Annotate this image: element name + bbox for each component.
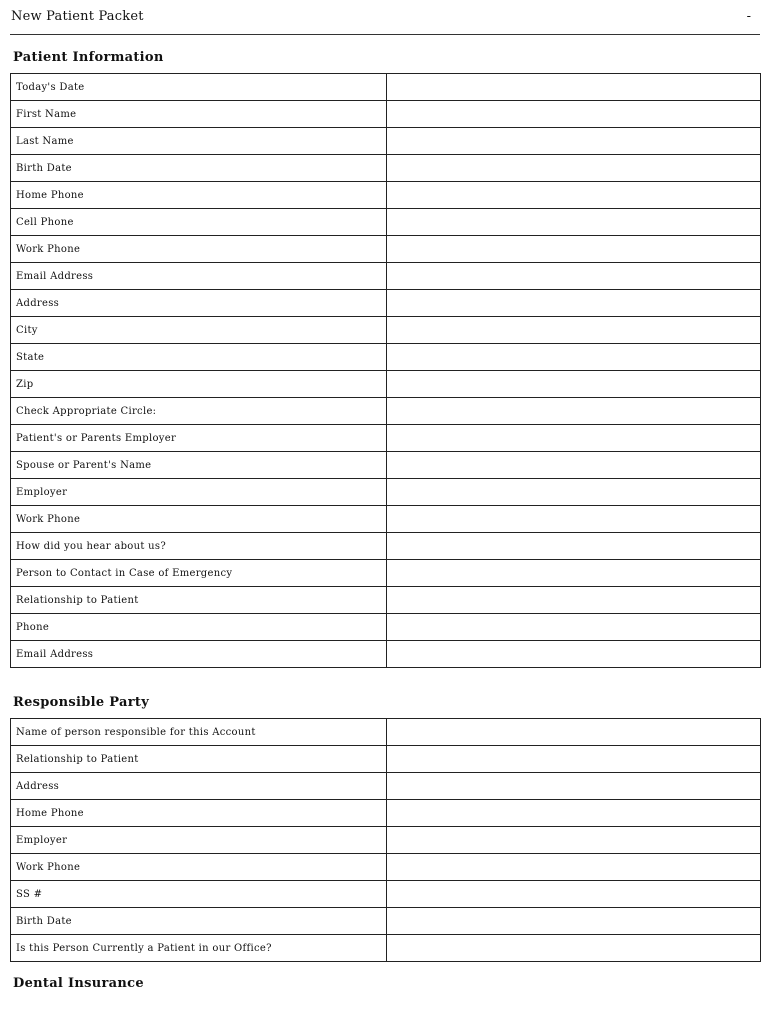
field-input[interactable] xyxy=(387,719,760,745)
field-value-cell xyxy=(387,317,761,344)
field-value-cell xyxy=(387,881,761,908)
field-input[interactable] xyxy=(387,344,760,370)
form-row xyxy=(11,209,761,236)
field-input[interactable] xyxy=(387,935,760,961)
field-input[interactable] xyxy=(387,854,760,880)
form-row xyxy=(11,74,761,101)
field-value-cell xyxy=(387,827,761,854)
field-input[interactable] xyxy=(387,746,760,772)
form-row xyxy=(11,587,761,614)
field-label: Check Appropriate Circle: xyxy=(11,398,387,425)
field-value-cell xyxy=(387,908,761,935)
field-label: Today's Date xyxy=(11,74,387,101)
field-input[interactable] xyxy=(387,827,760,853)
section-title-dental-insurance: Dental Insurance xyxy=(13,976,144,991)
form-row xyxy=(11,533,761,560)
field-value-cell xyxy=(387,290,761,317)
field-label: Patient's or Parents Employer xyxy=(11,425,387,452)
field-value-cell xyxy=(387,452,761,479)
field-value-cell xyxy=(387,263,761,290)
form-row xyxy=(11,236,761,263)
field-label: Employer xyxy=(11,479,387,506)
form-row xyxy=(11,425,761,452)
field-value-cell xyxy=(387,746,761,773)
form-row xyxy=(11,317,761,344)
form-row xyxy=(11,101,761,128)
field-label: SS # xyxy=(11,881,387,908)
section-title-patient-information: Patient Information xyxy=(13,50,164,65)
field-label: Relationship to Patient xyxy=(11,587,387,614)
form-row xyxy=(11,128,761,155)
field-input[interactable] xyxy=(387,74,760,100)
form-row xyxy=(11,479,761,506)
field-label: State xyxy=(11,344,387,371)
field-value-cell xyxy=(387,344,761,371)
field-value-cell xyxy=(387,719,761,746)
form-row xyxy=(11,398,761,425)
field-value-cell xyxy=(387,614,761,641)
field-input[interactable] xyxy=(387,425,760,451)
field-input[interactable] xyxy=(387,317,760,343)
form-row xyxy=(11,881,761,908)
field-label: Person to Contact in Case of Emergency xyxy=(11,560,387,587)
form-row xyxy=(11,371,761,398)
field-value-cell xyxy=(387,560,761,587)
field-label: First Name xyxy=(11,101,387,128)
field-label: Is this Person Currently a Patient in our Office? xyxy=(11,935,387,962)
form-row xyxy=(11,854,761,881)
field-value-cell xyxy=(387,773,761,800)
field-value-cell xyxy=(387,101,761,128)
field-input[interactable] xyxy=(387,800,760,826)
form-row xyxy=(11,746,761,773)
field-value-cell xyxy=(387,182,761,209)
field-label: Email Address xyxy=(11,263,387,290)
form-row xyxy=(11,290,761,317)
page-header xyxy=(10,0,760,35)
field-input[interactable] xyxy=(387,506,760,532)
field-input[interactable] xyxy=(387,533,760,559)
field-value-cell xyxy=(387,533,761,560)
field-input[interactable] xyxy=(387,128,760,154)
field-value-cell xyxy=(387,800,761,827)
field-label: Address xyxy=(11,290,387,317)
form-row xyxy=(11,773,761,800)
field-value-cell xyxy=(387,854,761,881)
section-title-responsible-party: Responsible Party xyxy=(13,695,150,710)
field-value-cell xyxy=(387,128,761,155)
field-label: Birth Date xyxy=(11,908,387,935)
form-row xyxy=(11,263,761,290)
form-row xyxy=(11,935,761,962)
field-input[interactable] xyxy=(387,236,760,262)
field-value-cell xyxy=(387,209,761,236)
form-row xyxy=(11,908,761,935)
form-row xyxy=(11,719,761,746)
field-value-cell xyxy=(387,641,761,668)
field-label: Home Phone xyxy=(11,182,387,209)
form-row xyxy=(11,614,761,641)
field-input[interactable] xyxy=(387,587,760,613)
form-row xyxy=(11,344,761,371)
field-input[interactable] xyxy=(387,908,760,934)
form-row xyxy=(11,452,761,479)
field-input[interactable] xyxy=(387,641,760,667)
field-value-cell xyxy=(387,425,761,452)
field-label: Home Phone xyxy=(11,800,387,827)
field-label: Spouse or Parent's Name xyxy=(11,452,387,479)
field-label: Email Address xyxy=(11,641,387,668)
field-label: Phone xyxy=(11,614,387,641)
field-label: Address xyxy=(11,773,387,800)
field-input[interactable] xyxy=(387,209,760,235)
field-input[interactable] xyxy=(387,452,760,478)
field-input[interactable] xyxy=(387,881,760,907)
responsible-party-table xyxy=(10,718,761,962)
field-input[interactable] xyxy=(387,290,760,316)
field-input[interactable] xyxy=(387,479,760,505)
field-value-cell xyxy=(387,236,761,263)
field-label: Cell Phone xyxy=(11,209,387,236)
form-row xyxy=(11,800,761,827)
form-row xyxy=(11,641,761,668)
field-input[interactable] xyxy=(387,773,760,799)
field-input[interactable] xyxy=(387,155,760,181)
field-input[interactable] xyxy=(387,398,760,424)
field-label: How did you hear about us? xyxy=(11,533,387,560)
field-label: Work Phone xyxy=(11,236,387,263)
field-input[interactable] xyxy=(387,101,760,127)
field-input[interactable] xyxy=(387,371,760,397)
field-value-cell xyxy=(387,371,761,398)
field-value-cell xyxy=(387,479,761,506)
page-indicator: - xyxy=(746,9,751,24)
field-label: Last Name xyxy=(11,128,387,155)
field-value-cell xyxy=(387,506,761,533)
field-value-cell xyxy=(387,74,761,101)
form-row xyxy=(11,560,761,587)
field-value-cell xyxy=(387,398,761,425)
field-value-cell xyxy=(387,587,761,614)
field-input[interactable] xyxy=(387,263,760,289)
field-label: Work Phone xyxy=(11,506,387,533)
field-label: Birth Date xyxy=(11,155,387,182)
field-label: Work Phone xyxy=(11,854,387,881)
field-input[interactable] xyxy=(387,560,760,586)
form-row xyxy=(11,155,761,182)
field-value-cell xyxy=(387,935,761,962)
form-row xyxy=(11,506,761,533)
form-row xyxy=(11,182,761,209)
field-input[interactable] xyxy=(387,614,760,640)
field-value-cell xyxy=(387,155,761,182)
field-label: City xyxy=(11,317,387,344)
field-label: Zip xyxy=(11,371,387,398)
field-input[interactable] xyxy=(387,182,760,208)
document-title: New Patient Packet xyxy=(11,9,144,24)
form-row xyxy=(11,827,761,854)
patient-information-table xyxy=(10,73,761,668)
field-label: Relationship to Patient xyxy=(11,746,387,773)
field-label: Name of person responsible for this Account xyxy=(11,719,387,746)
field-label: Employer xyxy=(11,827,387,854)
